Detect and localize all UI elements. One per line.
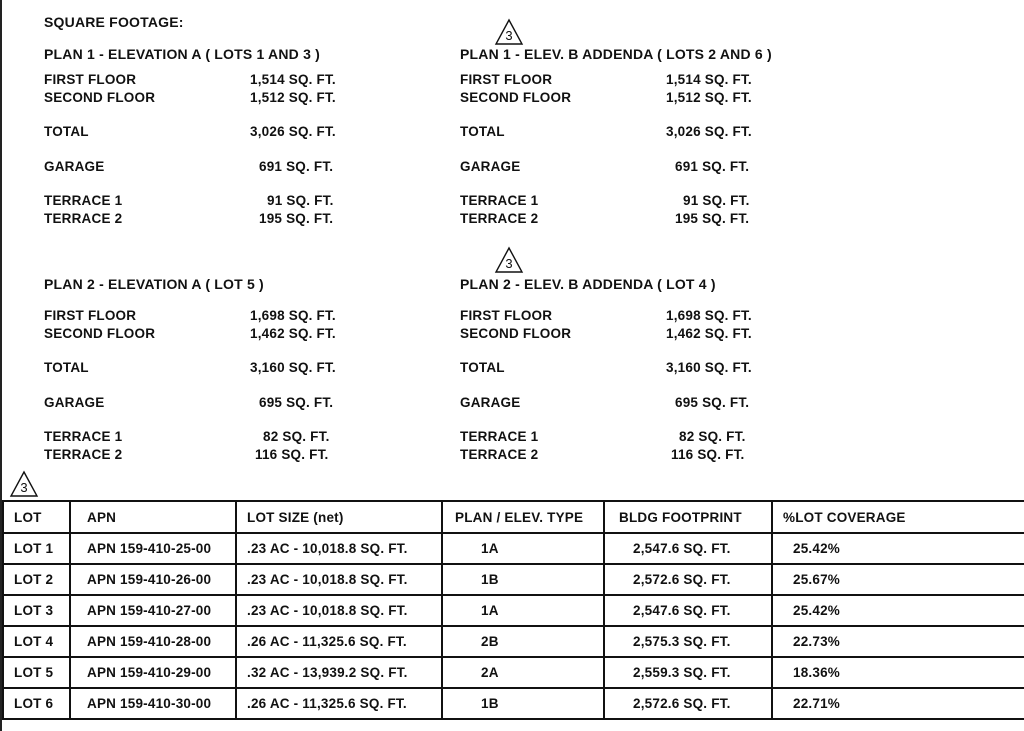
terrace-1-value: 82 SQ. FT. (679, 429, 746, 444)
lot-cell: LOT 5 (3, 657, 70, 688)
coverage-cell: 25.42% (772, 533, 1024, 564)
lot-size-cell: .23 AC - 10,018.8 SQ. FT. (236, 533, 442, 564)
table-header-row (3, 501, 1024, 533)
terrace-2-value: 195 SQ. FT. (675, 211, 750, 226)
terrace-1-value: 82 SQ. FT. (263, 429, 330, 444)
first-floor-label: FIRST FLOOR (44, 308, 137, 323)
svg-text:3: 3 (20, 480, 28, 495)
block-title: PLAN 1 - ELEV. B ADDENDA ( LOTS 2 AND 6 ) (460, 46, 772, 62)
garage-label: GARAGE (44, 159, 105, 174)
footprint-cell: 2,547.6 SQ. FT. (604, 533, 772, 564)
column-header-footprint: BLDG FOOTPRINT (604, 501, 772, 533)
second-floor-value: 1,512 SQ. FT. (250, 90, 336, 105)
second-floor-label: SECOND FLOOR (44, 90, 156, 105)
terrace-2-value: 116 SQ. FT. (671, 447, 745, 462)
garage-value: 695 SQ. FT. (259, 395, 334, 410)
garage-value: 691 SQ. FT. (259, 159, 334, 174)
terrace-1-label: TERRACE 1 (460, 193, 539, 208)
square-footage-heading: SQUARE FOOTAGE: (44, 14, 184, 30)
svg-text:3: 3 (505, 256, 513, 271)
footprint-cell: 2,547.6 SQ. FT. (604, 595, 772, 626)
first-floor-label: FIRST FLOOR (44, 72, 137, 87)
lot-size-cell: .26 AC - 11,325.6 SQ. FT. (236, 688, 442, 719)
svg-text:3: 3 (505, 28, 513, 43)
footprint-cell: 2,572.6 SQ. FT. (604, 564, 772, 595)
apn-cell: APN 159-410-29-00 (70, 657, 236, 688)
second-floor-value: 1,512 SQ. FT. (666, 90, 752, 105)
lot-size-cell: .23 AC - 10,018.8 SQ. FT. (236, 564, 442, 595)
block-title: PLAN 2 - ELEV. B ADDENDA ( LOT 4 ) (460, 276, 716, 292)
lot-cell: LOT 1 (3, 533, 70, 564)
garage-label: GARAGE (44, 395, 105, 410)
terrace-1-label: TERRACE 1 (44, 429, 123, 444)
total-label: TOTAL (44, 360, 89, 375)
lot-cell: LOT 3 (3, 595, 70, 626)
plan-type-cell: 1A (442, 533, 604, 564)
plan-type-cell: 2B (442, 626, 604, 657)
second-floor-value: 1,462 SQ. FT. (250, 326, 336, 341)
second-floor-value: 1,462 SQ. FT. (666, 326, 752, 341)
block-title: PLAN 2 - ELEVATION A ( LOT 5 ) (44, 276, 264, 292)
plan-type-cell: 1A (442, 595, 604, 626)
terrace-2-label: TERRACE 2 (460, 447, 539, 462)
lot-size-cell: .32 AC - 13,939.2 SQ. FT. (236, 657, 442, 688)
first-floor-value: 1,514 SQ. FT. (666, 72, 752, 87)
coverage-cell: 25.42% (772, 595, 1024, 626)
terrace-1-label: TERRACE 1 (460, 429, 539, 444)
first-floor-label: FIRST FLOOR (460, 308, 553, 323)
second-floor-label: SECOND FLOOR (44, 326, 156, 341)
apn-cell: APN 159-410-25-00 (70, 533, 236, 564)
table-row (3, 564, 1024, 595)
plan-type-cell: 2A (442, 657, 604, 688)
table-row (3, 595, 1024, 626)
first-floor-value: 1,698 SQ. FT. (250, 308, 336, 323)
terrace-2-value: 195 SQ. FT. (259, 211, 334, 226)
second-floor-label: SECOND FLOOR (460, 326, 572, 341)
table-row (3, 533, 1024, 564)
column-header-coverage: %LOT COVERAGE (772, 501, 1024, 533)
footprint-cell: 2,572.6 SQ. FT. (604, 688, 772, 719)
apn-cell: APN 159-410-30-00 (70, 688, 236, 719)
lot-size-cell: .26 AC - 11,325.6 SQ. FT. (236, 626, 442, 657)
terrace-1-label: TERRACE 1 (44, 193, 123, 208)
block-title: PLAN 1 - ELEVATION A ( LOTS 1 AND 3 ) (44, 46, 321, 62)
column-header-lot-size: LOT SIZE (net) (236, 501, 442, 533)
garage-value: 695 SQ. FT. (675, 395, 750, 410)
coverage-cell: 22.73% (772, 626, 1024, 657)
garage-label: GARAGE (460, 159, 521, 174)
total-value: 3,160 SQ. FT. (666, 360, 752, 375)
column-header-apn: APN (70, 501, 236, 533)
footprint-cell: 2,559.3 SQ. FT. (604, 657, 772, 688)
footprint-cell: 2,575.3 SQ. FT. (604, 626, 772, 657)
terrace-2-label: TERRACE 2 (460, 211, 539, 226)
table-row (3, 657, 1024, 688)
second-floor-label: SECOND FLOOR (460, 90, 572, 105)
terrace-1-value: 91 SQ. FT. (683, 193, 750, 208)
first-floor-value: 1,698 SQ. FT. (666, 308, 752, 323)
revision-delta-icon (494, 18, 524, 46)
lot-cell: LOT 4 (3, 626, 70, 657)
plan-type-cell: 1B (442, 688, 604, 719)
terrace-1-value: 91 SQ. FT. (267, 193, 334, 208)
apn-cell: APN 159-410-27-00 (70, 595, 236, 626)
apn-cell: APN 159-410-26-00 (70, 564, 236, 595)
coverage-cell: 25.67% (772, 564, 1024, 595)
table-row (3, 688, 1024, 719)
plan-type-cell: 1B (442, 564, 604, 595)
total-label: TOTAL (460, 360, 505, 375)
table-row (3, 626, 1024, 657)
apn-cell: APN 159-410-28-00 (70, 626, 236, 657)
garage-value: 691 SQ. FT. (675, 159, 750, 174)
coverage-cell: 22.71% (772, 688, 1024, 719)
total-value: 3,026 SQ. FT. (250, 124, 336, 139)
lot-cell: LOT 2 (3, 564, 70, 595)
lot-cell: LOT 6 (3, 688, 70, 719)
terrace-2-label: TERRACE 2 (44, 447, 123, 462)
terrace-2-value: 116 SQ. FT. (255, 447, 329, 462)
lot-size-cell: .23 AC - 10,018.8 SQ. FT. (236, 595, 442, 626)
revision-delta-icon (494, 246, 524, 274)
total-label: TOTAL (44, 124, 89, 139)
terrace-2-label: TERRACE 2 (44, 211, 123, 226)
lot-coverage-table (2, 500, 1024, 720)
total-value: 3,160 SQ. FT. (250, 360, 336, 375)
column-header-plan-type: PLAN / ELEV. TYPE (442, 501, 604, 533)
revision-delta-icon (9, 470, 39, 498)
total-label: TOTAL (460, 124, 505, 139)
first-floor-label: FIRST FLOOR (460, 72, 553, 87)
column-header-lot: LOT (3, 501, 70, 533)
total-value: 3,026 SQ. FT. (666, 124, 752, 139)
first-floor-value: 1,514 SQ. FT. (250, 72, 336, 87)
garage-label: GARAGE (460, 395, 521, 410)
coverage-cell: 18.36% (772, 657, 1024, 688)
